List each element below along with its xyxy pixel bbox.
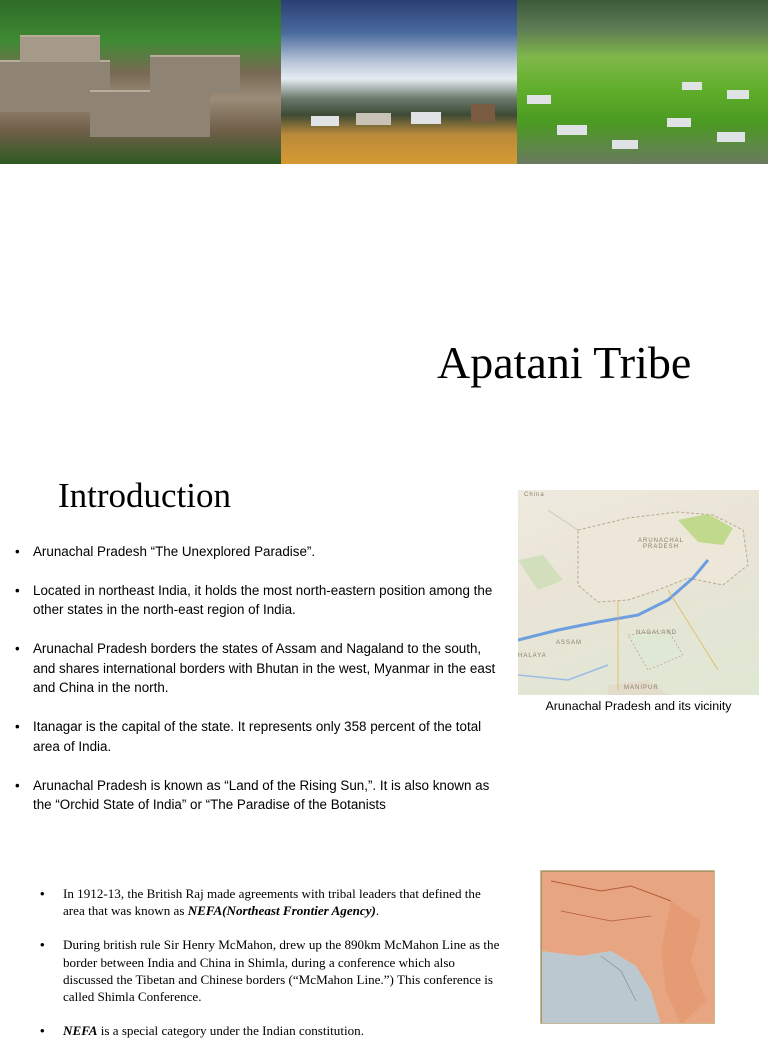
list-item bbox=[40, 936, 500, 1005]
history-list bbox=[40, 885, 500, 1056]
introduction-heading: Introduction bbox=[58, 476, 232, 515]
banner-photos bbox=[0, 0, 768, 164]
bullet-icon: • bbox=[40, 937, 45, 953]
green-valley-photo bbox=[517, 0, 768, 164]
list-item bbox=[14, 776, 506, 815]
map-caption: Arunachal Pradesh and its vicinity bbox=[545, 699, 732, 713]
bullet-icon: • bbox=[15, 583, 20, 598]
bullet-icon: • bbox=[15, 719, 20, 735]
nefa-emphasis: NEFA(Northeast Frontier Agency) bbox=[187, 903, 376, 919]
list-item-text: During british rule Sir Henry McMahon, drew up the 890km McMahon Line as the border between India and China in Shimla, during a conference which also discussed the Tibetan and Chinese borders (“McMahon Line.”) This conference is called Shimla Conference. bbox=[63, 937, 500, 1005]
list-item-text: Arunachal Pradesh borders the states of Assam and Nagaland to the south, and shares international borders with Bhutan in the west, Myanmar in the east and China in the north. bbox=[33, 641, 496, 696]
list-item-text-end: . bbox=[375, 903, 380, 919]
map-label-meghalaya: HALAYA bbox=[518, 653, 547, 659]
list-item bbox=[14, 581, 506, 620]
list-item-text: Arunachal Pradesh is known as “Land of the Rising Sun,”. It is also known as the “Orchid State of India” or “The Paradise of the Botanists bbox=[33, 777, 490, 813]
bullet-icon: • bbox=[40, 886, 45, 901]
map-graphic bbox=[518, 490, 759, 695]
introduction-list bbox=[14, 542, 506, 834]
slide-title: Apatani Tribe bbox=[437, 337, 692, 388]
map-label-assam: ASSAM bbox=[556, 640, 583, 646]
list-item bbox=[14, 717, 506, 756]
list-item bbox=[40, 1022, 500, 1039]
list-item bbox=[40, 885, 500, 919]
bullet-icon: • bbox=[15, 777, 20, 793]
arunachal-map bbox=[518, 490, 759, 695]
list-item-text: Itanagar is the capital of the state. It represents only 358 percent of the total area of India. bbox=[33, 719, 482, 754]
list-item-text: is a special category under the Indian constitution. bbox=[97, 1023, 364, 1039]
list-item bbox=[14, 639, 506, 697]
misty-valley-photo bbox=[281, 0, 517, 164]
bullet-icon: • bbox=[15, 544, 20, 559]
list-item-text: Located in northeast India, it holds the most north-eastern position among the other states in the north-east region of India. bbox=[33, 583, 493, 618]
map-label-nagaland: NAGALAND bbox=[636, 630, 678, 636]
village-huts-photo bbox=[0, 0, 281, 164]
list-item bbox=[14, 542, 506, 561]
map-label-state: ARUNACHAL PRADESH bbox=[638, 538, 685, 550]
nefa-emphasis: NEFA bbox=[63, 1023, 98, 1039]
bullet-icon: • bbox=[40, 1023, 45, 1039]
historic-map-graphic bbox=[541, 871, 715, 1024]
list-item-text: Arunachal Pradesh “The Unexplored Paradise”. bbox=[33, 544, 316, 559]
list-item-text: In 1912-13, the British Raj made agreements with tribal leaders that defined the area that was known as bbox=[63, 886, 481, 919]
bullet-icon: • bbox=[15, 641, 20, 657]
historic-map bbox=[540, 870, 715, 1024]
map-label-china: China bbox=[524, 492, 545, 498]
map-label-manipur: MANIPUR bbox=[624, 685, 659, 691]
